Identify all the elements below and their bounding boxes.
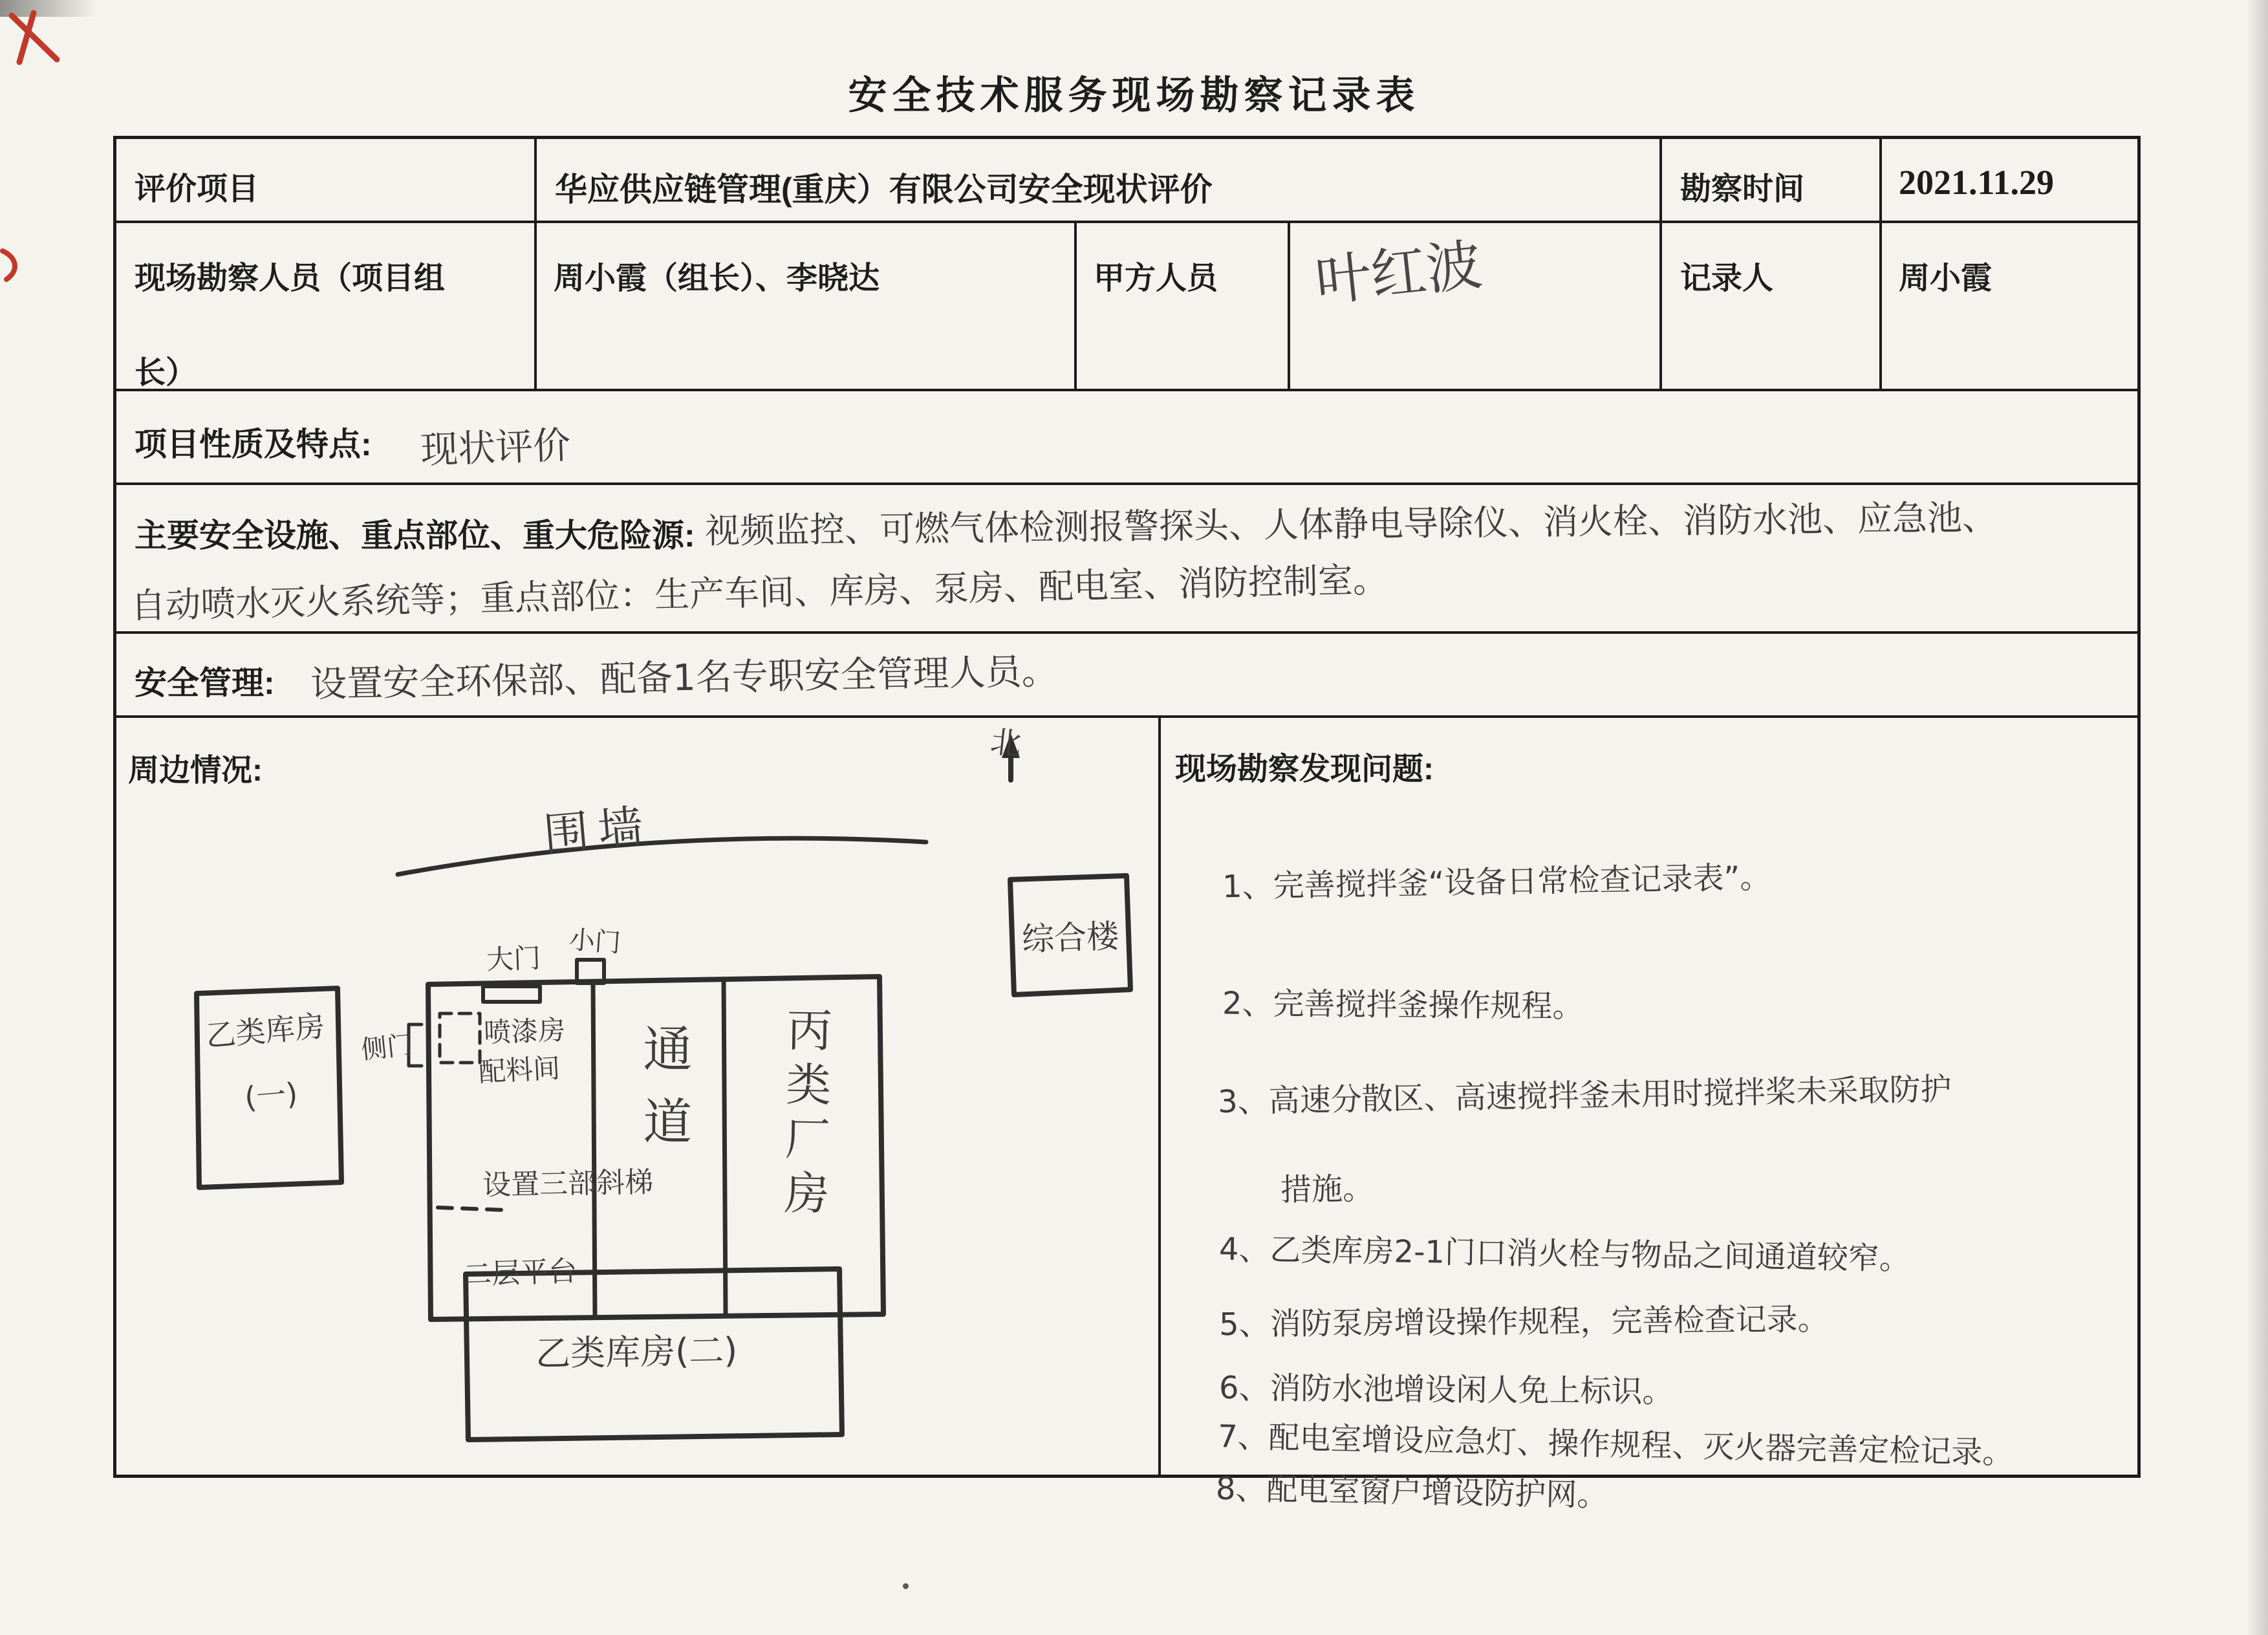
safety-facilities-line2: 自动喷水灭火系统等；重点部位：生产车间、库房、泵房、配电室、消防控制室。 [130, 559, 1388, 627]
safety-facilities-line1: 视频监控、可燃气体检测报警探头、人体静电导除仪、消火栓、消防水池、应急池、 [704, 497, 1998, 552]
safety-management-value: 设置安全环保部、配备1名专职安全管理人员。 [310, 650, 1059, 706]
building-divider-2 [724, 979, 726, 1316]
cell-party-a-signature [1290, 223, 1662, 391]
cell-eval-project-label [116, 139, 537, 223]
cell-recorder-label [1662, 223, 1882, 391]
warehouse-b1-label-line2: (一) [243, 1076, 299, 1116]
workshop-c-label: 丙类厂房 [776, 1006, 833, 1224]
surveyors-value: 周小霞（组长）、李晓达 [554, 261, 880, 296]
cell-recorder-value [1882, 223, 2137, 391]
warehouse-b2-label: 乙类库房(二) [535, 1330, 738, 1374]
small-gate-label: 小门 [568, 925, 622, 958]
wall-line [398, 838, 926, 874]
finding-item-1: 1、完善搅拌釜“设备日常检查记录表”。 [1222, 859, 1771, 905]
party-a-label: 甲方人员 [1094, 261, 1218, 296]
scan-speck [903, 1583, 909, 1589]
cell-safety-facilities [116, 485, 2137, 634]
spray-room-label: 喷漆房 [483, 1013, 566, 1049]
findings-label: 现场勘察发现问题: [1175, 752, 1434, 786]
cell-survey-time-value [1882, 139, 2137, 223]
surroundings-label: 周边情况: [128, 753, 263, 788]
main-gate-shape [483, 986, 540, 1002]
finding-item-5: 5、消防泵房增设操作规程，完善检查记录。 [1218, 1301, 1829, 1343]
party-a-signature: 叶红波 [1312, 232, 1485, 315]
project-nature-value: 现状评价 [420, 422, 572, 473]
survey-time-value: 2021.11.29 [1899, 163, 2055, 202]
cell-eval-project-value [537, 139, 1662, 223]
cell-project-nature [116, 391, 2137, 485]
cell-surveyors-value [537, 223, 1077, 391]
side-gate-label: 侧门 [360, 1030, 415, 1066]
main-gate-label: 大门 [486, 942, 541, 976]
finding-item-3-cont: 措施。 [1280, 1170, 1374, 1209]
finding-item-2: 2、完善搅拌釜操作规程。 [1222, 985, 1584, 1025]
cell-party-a-label [1077, 223, 1290, 391]
cell-surveyors-label [116, 223, 537, 391]
dashed-platform-line [438, 1207, 506, 1210]
north-label: 北 [988, 723, 1024, 763]
cell-findings [1161, 718, 2137, 1514]
red-pen-mark [0, 0, 91, 298]
eval-project-label: 评价项目 [135, 172, 259, 206]
cell-safety-management [116, 634, 2137, 718]
finding-item-3: 3、高速分散区、高速搅拌釜未用时搅拌桨未采取防护 [1217, 1071, 1952, 1120]
complex-building-label: 综合楼 [1021, 917, 1120, 958]
eval-project-value: 华应供应链管理(重庆）有限公司安全现状评价 [555, 171, 1213, 208]
cell-survey-time-label [1662, 139, 1882, 223]
warehouse-b1-label-line1: 乙类库房 [204, 1008, 327, 1054]
platform-note-label: 二层平台 [462, 1254, 578, 1292]
recorder-value: 周小霞 [1899, 261, 1993, 296]
finding-item-4: 4、乙类库房2-1门口消火栓与物品之间通道较窄。 [1218, 1231, 1911, 1277]
finding-item-8: 8、配电室窗户增设防护网。 [1215, 1470, 1608, 1514]
finding-item-6: 6、消防水池增设闲人免上标识。 [1218, 1369, 1674, 1411]
dashed-equipment-box [440, 1013, 480, 1063]
safety-facilities-label: 主要安全设施、重点部位、重大危险源: [135, 517, 695, 554]
cell-surroundings [116, 718, 1161, 1475]
record-table [113, 136, 2141, 1514]
batching-room-label: 配料间 [477, 1052, 561, 1088]
ramps-note-label: 设置三部斜梯 [482, 1165, 654, 1202]
paper-edge [2246, 0, 2268, 1635]
building-divider-1 [593, 982, 595, 1317]
project-nature-label: 项目性质及特点: [135, 426, 372, 462]
recorder-label: 记录人 [1680, 261, 1774, 296]
page-title: 安全技术服务现场勘察记录表 [848, 74, 1420, 117]
finding-item-7: 7、配电室增设应急灯、操作规程、灭火器完善定检记录。 [1217, 1418, 2014, 1471]
surveyors-label-line2: 长） [135, 356, 197, 390]
survey-time-label: 勘察时间 [1680, 172, 1805, 206]
passage-label: 通道 [635, 1023, 693, 1168]
wall-label: 围墙 [541, 799, 654, 862]
surveyors-label-line1: 现场勘察人员（项目组 [135, 261, 446, 296]
safety-management-label: 安全管理: [135, 665, 275, 701]
